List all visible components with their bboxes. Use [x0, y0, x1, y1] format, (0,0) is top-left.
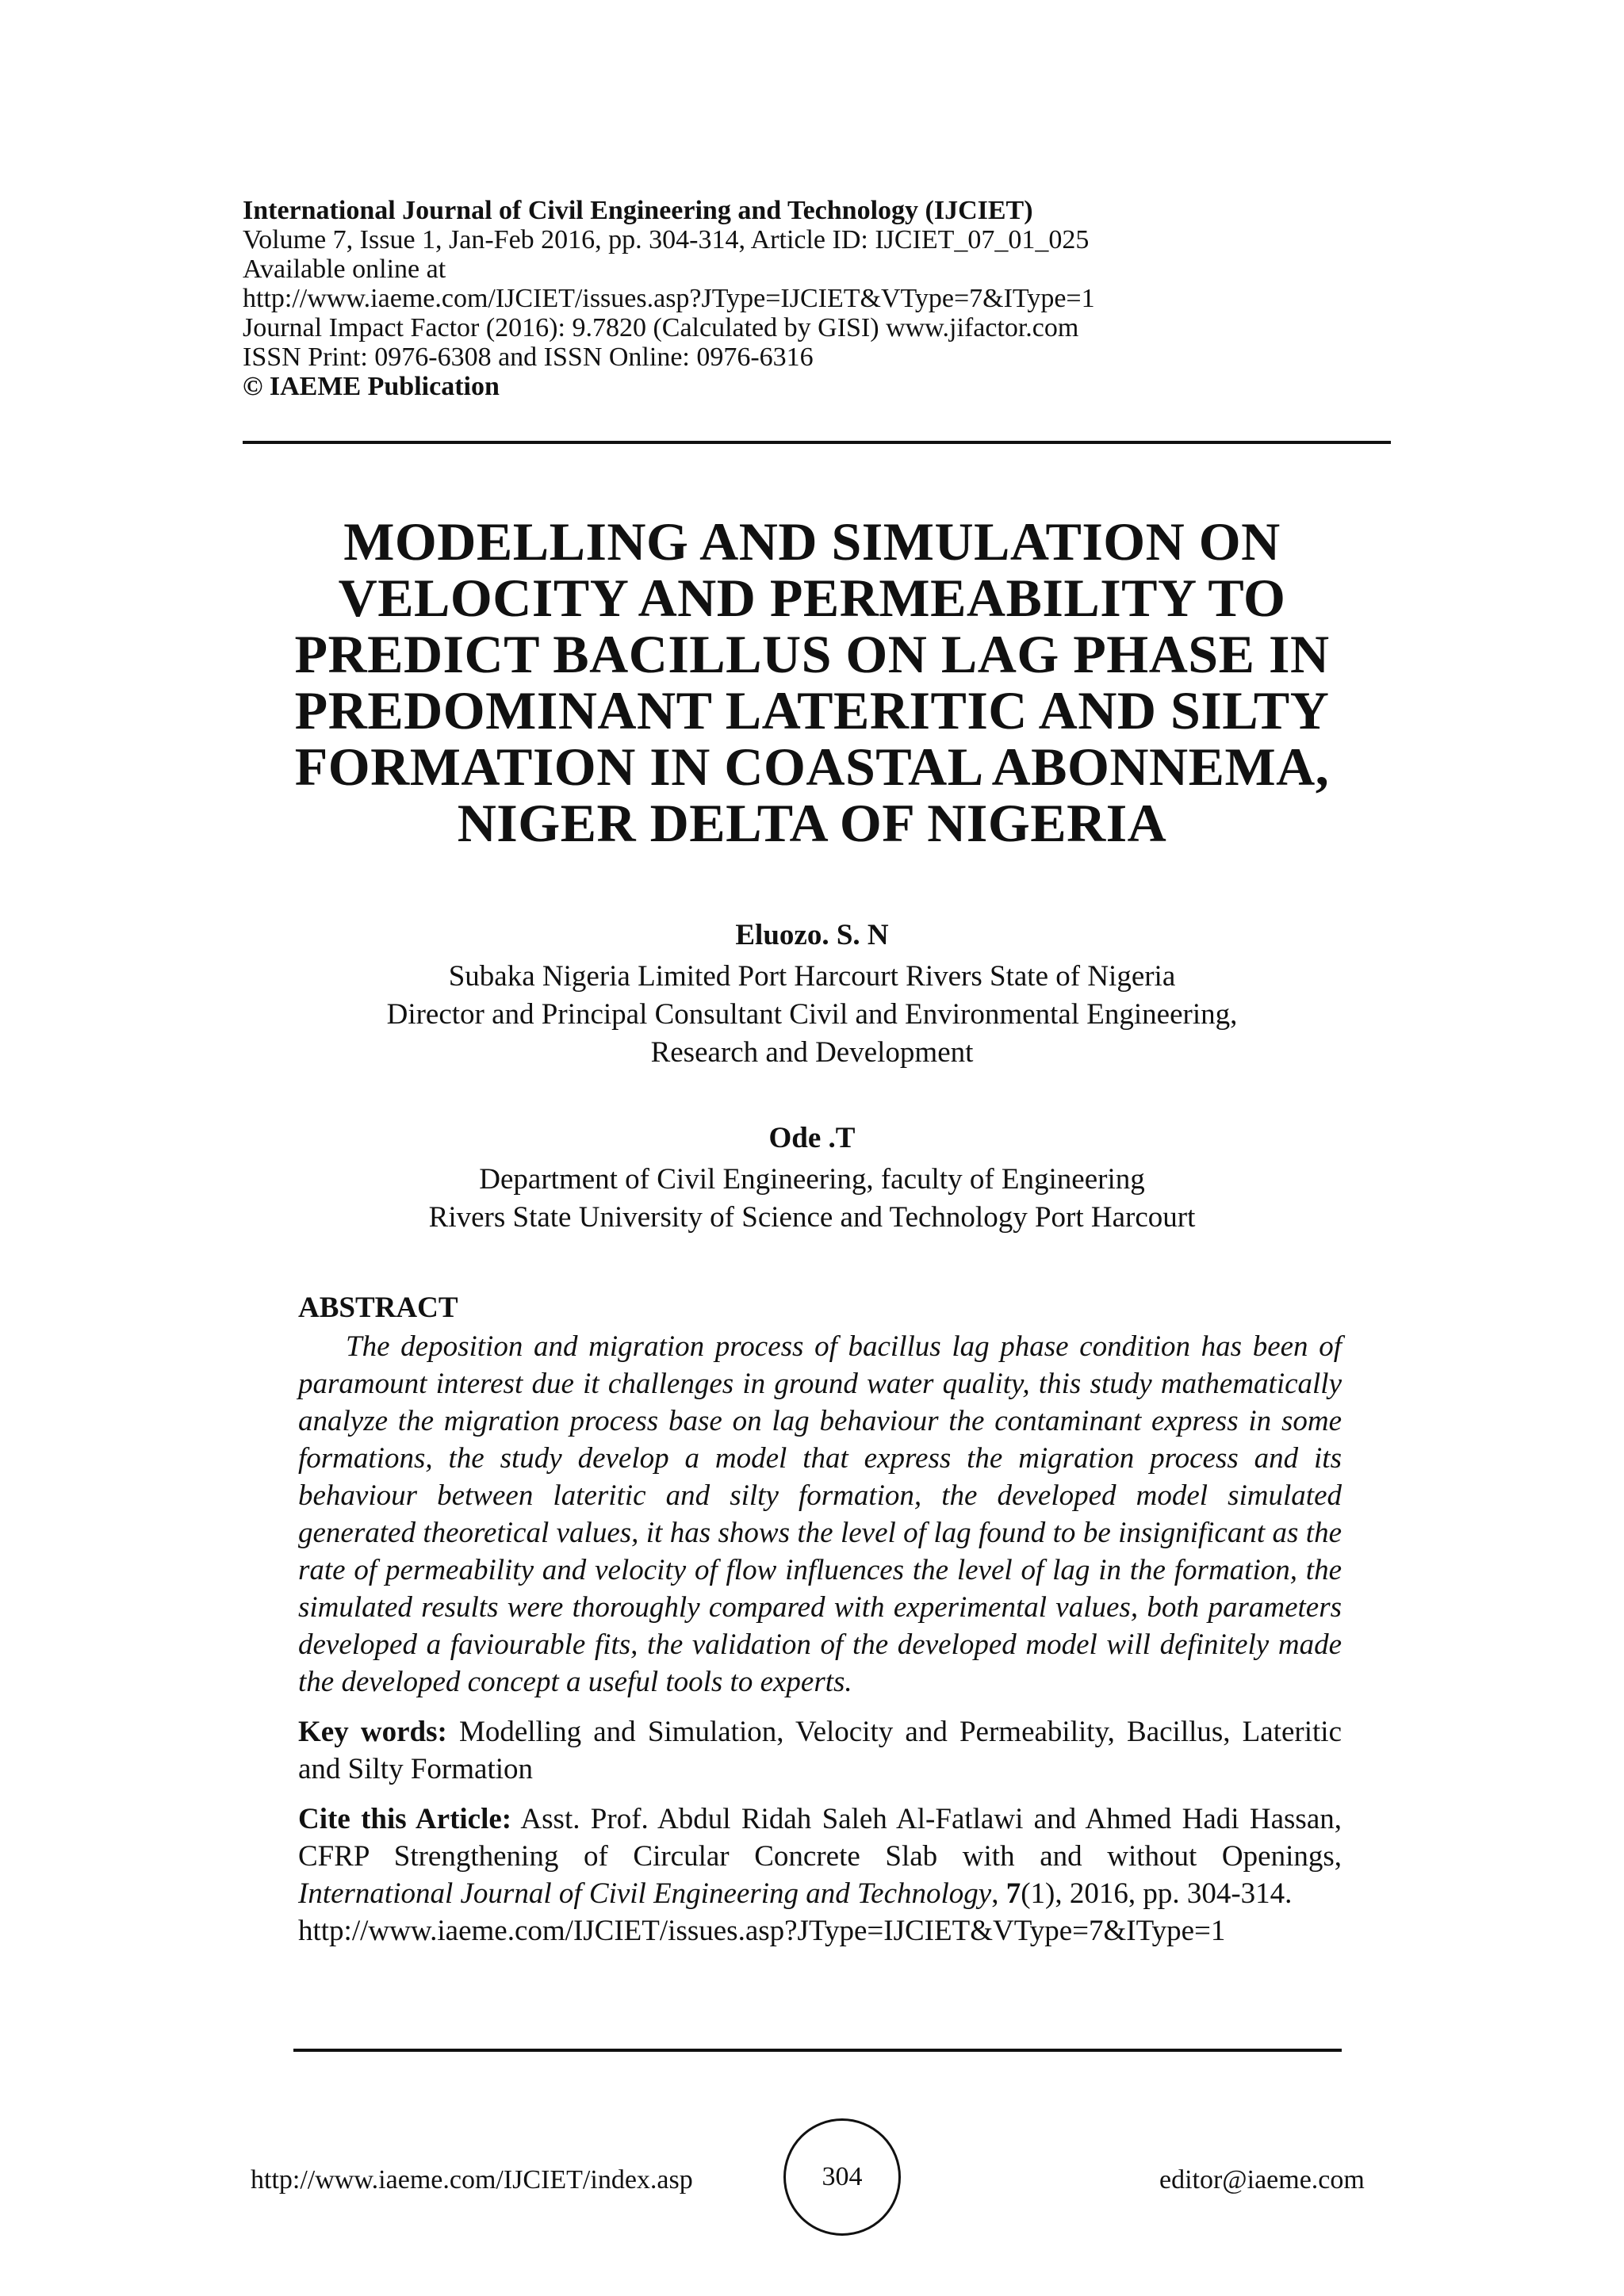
page-number: 304	[822, 2162, 863, 2191]
header-divider	[243, 441, 1391, 444]
author-affiliation: Subaka Nigeria Limited Port Harcourt Rivers State of Nigeria	[448, 960, 1176, 993]
abstract-section	[298, 1289, 1342, 1950]
keywords-text: Modelling and Simulation, Velocity and Permeability, Bacillus, Lateritic and Silty Formation	[298, 1716, 1342, 1785]
author-affiliation: Director and Principal Consultant Civil and Environmental Engineering,	[386, 998, 1238, 1031]
title-line: NIGER DELTA OF NIGERIA	[457, 793, 1167, 853]
footer-url-link[interactable]: http://www.iaeme.com/IJCIET/index.asp	[251, 2165, 693, 2195]
title-line: PREDICT BACILLUS ON LAG PHASE IN	[294, 624, 1330, 684]
issue-url-link[interactable]: http://www.iaeme.com/IJCIET/issues.asp?JType=IJCIET&VType=7&IType=1	[243, 284, 1095, 313]
author-block	[198, 1119, 1426, 1237]
issn-line: ISSN Print: 0976-6308 and ISSN Online: 0976-6316	[243, 342, 814, 372]
keywords-label: Key words:	[298, 1716, 447, 1748]
paper-title	[198, 511, 1426, 853]
author-affiliation: Rivers State University of Science and Technology Port Harcourt	[428, 1201, 1196, 1234]
footer-email-link[interactable]: editor@iaeme.com	[1159, 2165, 1365, 2195]
citation-label: Cite this Article:	[298, 1803, 512, 1835]
author-name: Eluozo. S. N	[735, 919, 889, 951]
abstract-divider	[293, 2049, 1342, 2052]
citation-authors-title: Asst. Prof. Abdul Ridah Saleh Al-Fatlawi and Ahmed Hadi Hassan, CFRP Strengthening of Circular Concrete Slab with and without Openings,	[298, 1803, 1342, 1873]
abstract-heading: ABSTRACT	[298, 1292, 458, 1324]
author-affiliation: Research and Development	[650, 1036, 974, 1069]
citation-url-link[interactable]: http://www.iaeme.com/IJCIET/issues.asp?JType=IJCIET&VType=7&IType=1	[298, 1915, 1226, 1947]
impact-factor-line: Journal Impact Factor (2016): 9.7820 (Calculated by GISI) www.jifactor.com	[243, 313, 1079, 342]
title-line: MODELLING AND SIMULATION ON	[343, 511, 1281, 572]
citation-issue-pages: (1), 2016, pp. 304-314.	[1021, 1877, 1293, 1910]
available-line: Available online at	[243, 254, 446, 284]
title-line: PREDOMINANT LATERITIC AND SILTY	[294, 680, 1330, 740]
journal-header	[243, 196, 1392, 401]
author-affiliation: Department of Civil Engineering, faculty of Engineering	[479, 1163, 1145, 1196]
page-number-circle	[783, 2118, 901, 2236]
citation: Cite this Article: Asst. Prof. Abdul Ridah Saleh Al-Fatlawi and Ahmed Hadi Hassan, CFRP Strengthening of Circular Concrete Slab with and without Openings, International Journal of Civil Engineering and Technology, 7(1), 2016, pp. 304-314. http://www.iaeme.com/IJCIET/issues.asp?JType=IJCIET&VType=7&IType=1	[298, 1800, 1342, 1950]
title-line: VELOCITY AND PERMEABILITY TO	[338, 568, 1286, 628]
publisher-line: © IAEME Publication	[243, 372, 500, 401]
citation-volume: 7	[1005, 1877, 1021, 1910]
title-line: FORMATION IN COASTAL ABONNEMA,	[294, 737, 1330, 797]
journal-title: International Journal of Civil Engineering and Technology (IJCIET)	[243, 196, 1033, 225]
abstract-text: The deposition and migration process of bacillus lag phase condition has been of paramount interest due it challenges in ground water quality, this study mathematically analyze the migration process base on lag behaviour the contaminant express in some formations, the study develop a model that express the migration process and its behaviour between lateritic and silty formation, the developed model simulated generated theoretical values, it has shows the level of lag found to be insignificant as the rate of permeability and velocity of flow influences the level of lag in the formation, the simulated results were thoroughly compared with experimental values, both parameters developed a faviourable fits, the validation of the developed model will definitely made the developed concept a useful tools to experts.	[298, 1330, 1342, 1698]
keywords	[298, 1713, 1342, 1788]
volume-line: Volume 7, Issue 1, Jan-Feb 2016, pp. 304-314, Article ID: IJCIET_07_01_025	[243, 225, 1090, 254]
author-name: Ode .T	[768, 1122, 856, 1154]
author-block	[198, 916, 1426, 1072]
citation-journal: International Journal of Civil Engineering and Technology	[298, 1877, 992, 1910]
